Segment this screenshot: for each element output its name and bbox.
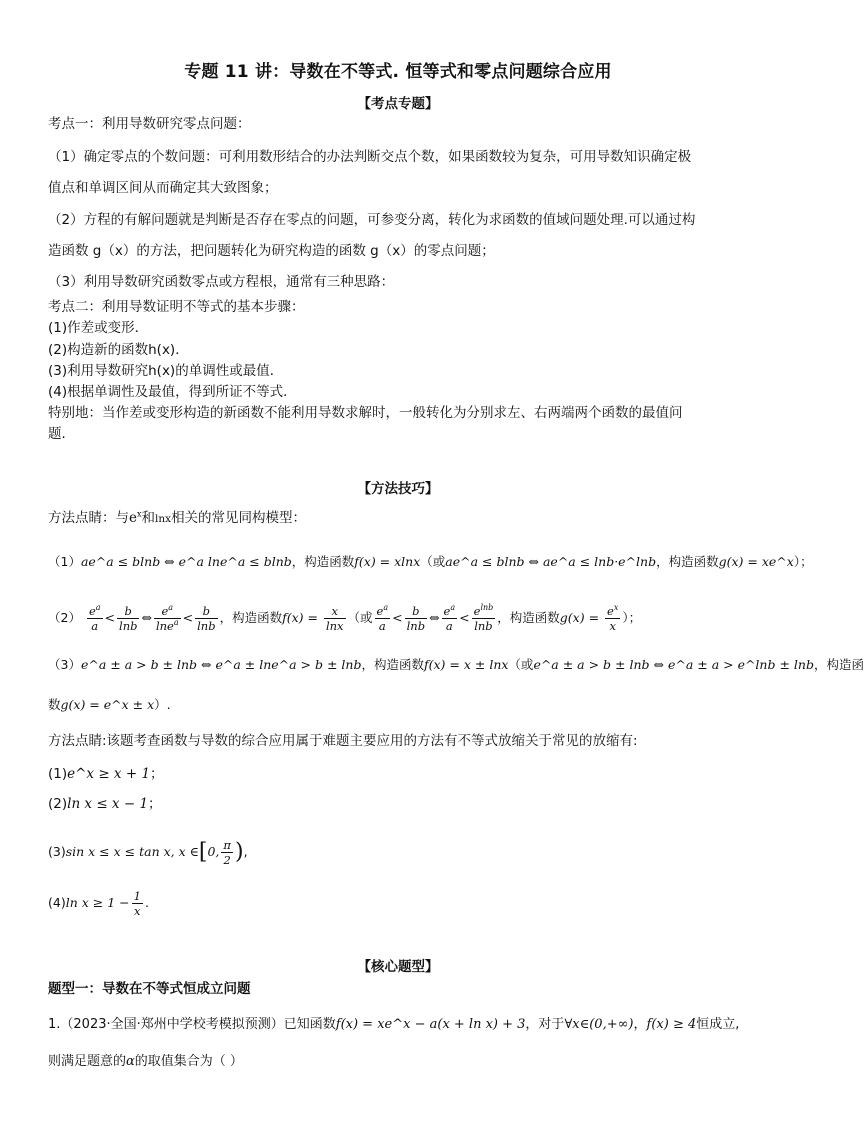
section-heading-core-types: 【核心题型】: [357, 959, 439, 975]
model-3: （3）e^a ± a > b ± lnb ⇔ e^a ± lne^a > b ± lnb，构造函数f(x) = x ± lnx（或e^a ± a > b ± lnb ⇔ e^a ± a > e^lnb ± lnb，构造函: [48, 657, 864, 672]
question-1-line2: 则满足题意的α的取值集合为（ ）: [48, 1054, 243, 1069]
frac-pi-over-2: $\frac{\pi}{2}$: [223, 838, 231, 867]
kp2-step2: (2)构造新的函数h(x)．: [48, 342, 189, 358]
model-1: （1）ae^a ≤ blnb ⇔ e^a lne^a ≤ blnb，构造函数f(x) = xlnx（或ae^a ≤ blnb ⇔ ae^a ≤ lnb·e^lnb，构造函数g(x) = xe^x）；: [48, 554, 813, 569]
scaling-3: (3)sin x ≤ x ≤ tan x, x ∈[0, $\frac{\pi}{2}$ ),: [48, 838, 248, 867]
kp2-step1: (1)作差或变形．: [48, 320, 149, 336]
tip2-intro: 方法点睛:该题考查函数与导数的综合应用属于难题主要应用的方法有不等式放缩关于常见的放缩有:: [48, 733, 638, 749]
kp2-step3: (3)利用导数研究h(x)的单调性或最值．: [48, 363, 284, 379]
question-1-line1: 1.（2023·全国·郑州中学校考模拟预测）已知函数f(x) = xe^x − a(x + ln x) + 3，对于∀x∈(0,+∞)，f(x) ≥ 4恒成立,: [48, 1017, 740, 1032]
scaling-2: (2)ln x ≤ x − 1；: [48, 796, 162, 812]
scaling-1: (1)e^x ≥ x + 1；: [48, 766, 164, 782]
frac-ea-over-a-2: $\frac{e^a}{a}$: [376, 603, 389, 633]
frac-ea-over-lnea: $\frac{e^a}{\ln e^a}$: [155, 603, 179, 633]
special-note-line1: 特别地：当作差或变形构造的新函数不能利用导数求解时，一般转化为分别求左、右两端两个函数的最值问: [48, 405, 683, 421]
model-3-cont: 数g(x) = e^x ± x）.: [48, 697, 171, 712]
frac-x-over-lnx: $\frac{x}{\ln x}$: [325, 604, 344, 633]
page-title: 专题 11 讲：导数在不等式. 恒等式和零点问题综合应用: [184, 62, 612, 82]
kp1-item2-line1: （2）方程的有解问题就是判断是否存在零点的问题，可参变分离，转化为求函数的值域问题处理.可以通过构: [48, 212, 696, 228]
tip1-intro: 方法点睛：与$e^x$和lnx相关的常见同构模型：: [48, 509, 307, 526]
frac-b-over-lnb-3: $\frac{b}{\ln b}$: [406, 604, 426, 633]
frac-b-over-lnb-2: $\frac{b}{\ln b}$: [197, 604, 216, 633]
kp2-step4: (4)根据单调性及最值，得到所证不等式．: [48, 384, 297, 400]
frac-ea-over-a-3: $\frac{e^a}{a}$: [443, 603, 456, 633]
kp1-title: 考点一：利用导数研究零点问题：: [48, 116, 251, 132]
section-heading-methods: 【方法技巧】: [357, 481, 439, 497]
kp1-item1-line2: 值点和单调区间从而确定其大致图象；: [48, 180, 278, 196]
frac-ea-over-a: $\frac{e^a}{a}$: [88, 603, 101, 633]
frac-ex-over-x: $\frac{e^x}{x}$: [607, 603, 619, 633]
frac-elnb-over-lnb: $\frac{e^{lnb}}{\ln b}$: [473, 603, 494, 633]
kp1-item3: （3）利用导数研究函数零点或方程根，通常有三种思路：: [48, 274, 395, 290]
kp2-title: 考点二：利用导数证明不等式的基本步骤：: [48, 299, 305, 315]
section-heading-key-points: 【考点专题】: [357, 96, 439, 112]
frac-b-over-lnb: $\frac{b}{\ln b}$: [119, 604, 138, 633]
kp1-item2-line2: 造函数 g（x）的方法，把问题转化为研究构造的函数 g（x）的零点问题；: [48, 243, 495, 259]
model-2: （2） $\frac{e^a}{a}$ < $\frac{b}{\ln b}$ ⇔ $\frac{e^a}{\ln e^a}$ < $\frac{b}{\ln b}$ ，构造函数f(x) = $\frac{x}{\ln x}$ （或 $\frac{e^a}{a}$ < $\frac{b}{\ln b}$ ⇔ $\frac{e^a}{a}$ < $\frac{e^{lnb}}{\ln b}$ ，构造函数g(x) = $\frac{e^x}{x}$ ）；: [48, 603, 642, 633]
special-note-line2: 题．: [48, 426, 75, 442]
frac-1-over-x: $\frac{1}{x}$: [133, 889, 141, 918]
scaling-4: (4)ln x ≥ 1 − $\frac{1}{x}$ .: [48, 889, 149, 918]
question-type-1: 题型一：导数在不等式恒成立问题: [48, 981, 251, 997]
kp1-item1-line1: （1）确定零点的个数问题：可利用数形结合的办法判断交点个数，如果函数较为复杂，可用导数知识确定极: [48, 149, 692, 165]
